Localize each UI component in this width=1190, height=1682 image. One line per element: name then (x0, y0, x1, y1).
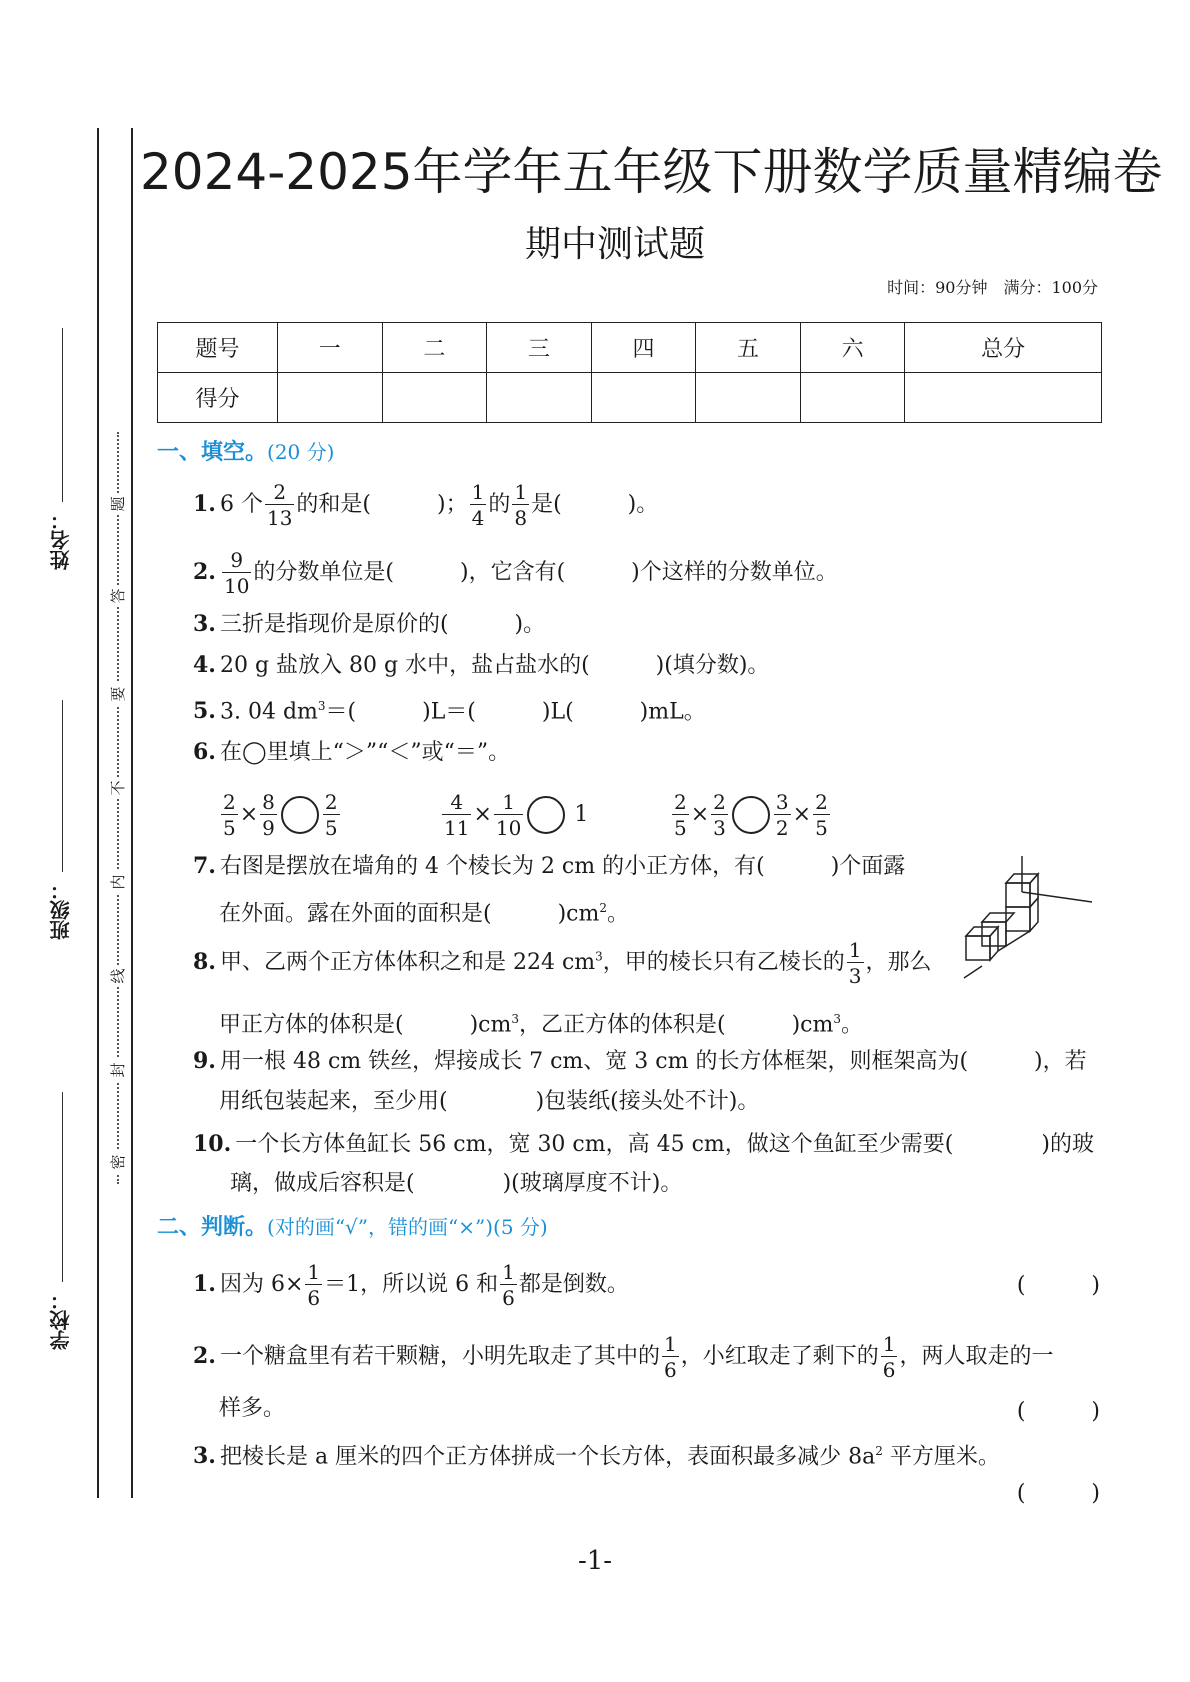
question-1-6: 6. 在◯里填上“＞”“＜”或“＝”。 (193, 739, 511, 765)
page-subtitle: 期中测试题 (524, 224, 705, 265)
fraction: $\frac{1}{6}$ (307, 1260, 321, 1310)
score-table (157, 322, 1102, 423)
score-cell[interactable] (905, 373, 1102, 423)
fraction: $\frac{1}{8}$ (514, 480, 528, 530)
class-line[interactable] (62, 700, 63, 872)
name-line[interactable] (62, 330, 63, 502)
binding-char: 要 (106, 683, 130, 705)
fraction: $\frac{1}{4}$ (471, 480, 485, 530)
question-1-2: 2. $\frac{9}{10}$ 的分数单位是( )，它含有( )个这样的分数单位。 (193, 548, 838, 598)
margin-line-inner (131, 128, 133, 1498)
question-1-7-line2: 在外面。露在外面的面积是( )$cm^2$。 (219, 901, 630, 927)
table-cell: 三 (487, 323, 592, 373)
score-cell[interactable] (278, 373, 383, 423)
question-2-2-line2: 样多。 (219, 1396, 286, 1421)
table-cell: 四 (591, 323, 696, 373)
compare-circle[interactable] (527, 796, 565, 834)
name-label: 姓名： (49, 510, 73, 570)
compare-circle[interactable] (732, 796, 770, 834)
question-1-9-line1: 9. 用一根 48 cm 铁丝，焊接成长 7 cm、宽 3 cm 的长方体框架，则框架高为( )，若 (193, 1048, 1087, 1074)
table-cell: 总分 (905, 323, 1102, 373)
table-cell: 题号 (158, 323, 278, 373)
score-cell[interactable] (382, 373, 487, 423)
class-label: 班级： (49, 880, 73, 940)
score-cell[interactable] (591, 373, 696, 423)
binding-char: 密 (106, 1151, 130, 1173)
page-title: 2024-2025年学年五年级下册数学质量精编卷 (140, 143, 1163, 201)
question-1-4: 4. 20 g 盐放入 80 g 水中，盐占盐水的( )(填分数)。 (193, 652, 770, 678)
question-1-8-line2: 甲正方体的体积是( )$cm^3$，乙正方体的体积是( )$cm^3$。 (219, 1012, 864, 1038)
question-1-10-line1: 10. 一个长方体鱼缸长 56 cm，宽 30 cm，高 45 cm，做这个鱼缸至少需要( )的玻 (193, 1131, 1094, 1157)
fraction: $\frac{1}{6}$ (502, 1260, 515, 1310)
question-2-3: 3. 把棱长是 a 厘米的四个正方体拼成一个长方体，表面积最多减少 $8a^2$ 平方厘米。 (193, 1443, 1000, 1470)
score-table-header-row (158, 323, 1102, 373)
binding-char: 线 (106, 965, 130, 987)
table-cell: 一 (278, 323, 383, 373)
binding-char: 不 (106, 777, 130, 799)
score-cell[interactable] (696, 373, 801, 423)
question-1-1: 1. 6 个 $\frac{2}{13}$ 的和是( )； $\frac{1}{4}$ 的 $\frac{1}{8}$ 是( )。 (193, 480, 659, 530)
score-cell[interactable] (487, 373, 592, 423)
school-line[interactable] (62, 1092, 63, 1282)
answer-paren[interactable]: ( ) (1016, 1273, 1100, 1298)
compare-expr-3: $\frac{2}{5}$ × $\frac{2}{3}$ $\frac{3}{2}$ × $\frac{2}{5}$ (674, 790, 828, 840)
question-1-7-line1: 7. 右图是摆放在墙角的 4 个棱长为 2 cm 的小正方体，有( )个面露 (193, 853, 906, 879)
question-1-8-line1: 8. 甲、乙两个正方体体积之和是 224 $cm^3$，甲的棱长只有乙棱长的 $\frac{1}{3}$ ，那么 (193, 938, 932, 988)
section-1-heading: 一、填空。(20 分) (157, 440, 335, 465)
score-table-score-row (158, 373, 1102, 423)
page-number: -1- (577, 1546, 613, 1576)
margin-line-outer (97, 128, 99, 1498)
table-cell: 五 (696, 323, 801, 373)
question-1-3: 3. 三折是指现价是原价的( )。 (193, 611, 546, 637)
table-cell: 二 (382, 323, 487, 373)
answer-paren[interactable]: ( ) (1016, 1481, 1100, 1506)
fraction: $\frac{1}{3}$ (848, 938, 862, 988)
binding-char: 封 (106, 1059, 130, 1081)
question-1-9-line2: 用纸包装起来，至少用( )包装纸(接头处不计)。 (219, 1089, 760, 1114)
compare-expr-2: $\frac{4}{11}$ × $\frac{1}{10}$ 1 (444, 790, 589, 840)
section-2-heading: 二、判断。(对的画“√”，错的画“×”)(5 分) (157, 1215, 548, 1240)
fraction: $\frac{1}{6}$ (663, 1332, 677, 1382)
table-cell: 得分 (158, 373, 278, 423)
score-cell[interactable] (800, 373, 905, 423)
cube-figure (962, 852, 1102, 982)
binding-char: 答 (106, 585, 130, 607)
answer-paren[interactable]: ( ) (1016, 1399, 1100, 1424)
compare-expr-1: $\frac{2}{5}$ × $\frac{8}{9}$ $\frac{2}{5}$ (223, 790, 338, 840)
fraction: $\frac{1}{6}$ (882, 1332, 896, 1382)
table-cell: 六 (800, 323, 905, 373)
binding-char: 题 (106, 493, 130, 515)
binding-char: 内 (106, 871, 130, 893)
time-info: 时间：90分钟 满分：100分 (887, 278, 1098, 297)
question-1-10-line2: 璃，做成后容积是( )(玻璃厚度不计)。 (230, 1171, 683, 1196)
fraction: $\frac{9}{10}$ (223, 548, 250, 598)
fraction: $\frac{2}{13}$ (266, 480, 293, 530)
question-2-1: 1. 因为 6× $\frac{1}{6}$ ＝1，所以说 6 和 $\frac{1}{6}$ 都是倒数。 (193, 1260, 629, 1310)
compare-circle[interactable] (281, 796, 319, 834)
school-label: 学校： (49, 1290, 73, 1350)
question-1-5: 5. 3. 04 $dm^3=$( )L＝( )L( )mL。 (193, 698, 706, 725)
question-2-2-line1: 2. 一个糖盒里有若干颗糖，小明先取走了其中的 $\frac{1}{6}$ ，小红取走了剩下的 $\frac{1}{6}$ ，两人取走的一 (193, 1332, 1054, 1382)
